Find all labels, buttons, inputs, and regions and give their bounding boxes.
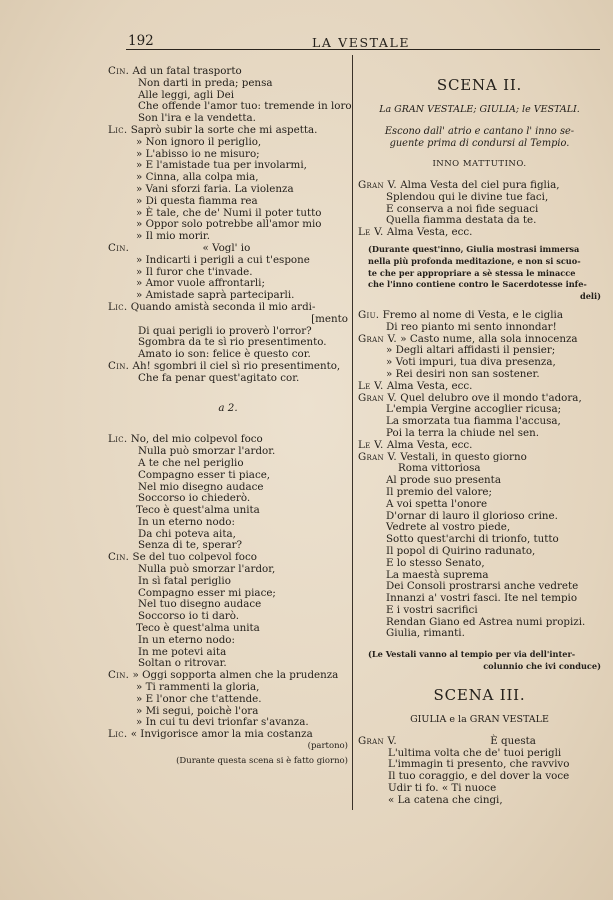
dramatis-personae-3: GIULIA e la GRAN VESTALE: [410, 713, 549, 725]
line-text: Quel delubro ove il mondo t'adora,: [400, 391, 582, 404]
line-text: » Il furor che t'invade.: [136, 265, 253, 278]
verse-line: [108, 576, 348, 588]
verse-line: [108, 196, 348, 208]
line-text: In un eterno nodo:: [138, 633, 235, 646]
verse-line: [108, 255, 348, 267]
speaker-label: Le V.: [358, 438, 384, 451]
line-text: » E l'onor che t'attende.: [136, 692, 262, 705]
line-text: » Casto nume, alla sola innocenza: [400, 332, 578, 345]
line-text: Nel tuo disegno audace: [138, 598, 262, 611]
speaker-label: Gran V.: [358, 179, 397, 191]
stage-direction-entrance: [358, 126, 601, 149]
line-text: « Vogl' io: [202, 241, 251, 254]
stage-line: Escono dall' atrio e cantano l' inno se-: [384, 126, 575, 137]
line-text: Senza di te, sperar?: [138, 539, 243, 552]
line-text: L'empia Vergine accoglier ricusa;: [386, 403, 562, 416]
verse-line: [108, 458, 348, 470]
line-text: Alma Vesta del ciel pura figlia,: [400, 179, 560, 191]
line-text: Nulla può smorzar l'ardor,: [138, 563, 276, 576]
line-text: Che offende l'amor tuo: tremende in loro: [138, 100, 352, 113]
line-text: » Mi segui, poichè l'ora: [136, 704, 259, 717]
line-text: » Di questa fiamma rea: [136, 194, 258, 207]
line-text: Vestali, in questo giorno: [400, 450, 527, 463]
verse-line: [358, 628, 601, 640]
line-text: Son l'ira e la vendetta.: [138, 112, 256, 125]
dialogue-block-3: [358, 736, 601, 807]
line-text: » Oppor solo potrebbe all'amor mio: [136, 218, 322, 231]
stage-note-vestali: [358, 650, 601, 674]
line-text: » Vani sforzi faria. La violenza: [136, 182, 294, 195]
dialogue-block-1: [108, 65, 352, 385]
note-line: nella più profonda meditazione, e non si scuo-: [368, 255, 581, 266]
line-text: Nel mio disegno audace: [138, 480, 264, 493]
verse-line: [358, 736, 601, 748]
stage-direction-giorno: (Durante questa scena si è fatto giorno): [176, 755, 348, 766]
stage-direction-partono: (partono): [307, 741, 348, 752]
line-text: » Cinna, alla colpa mia,: [136, 171, 259, 184]
line-text: » L'abisso io ne misuro;: [136, 147, 260, 160]
verse-line: [358, 795, 601, 807]
verse-line: [358, 227, 601, 239]
header-rule: [126, 49, 600, 50]
verse-line: [358, 558, 601, 570]
line-text: Teco è quest'alma unita: [136, 504, 260, 517]
hymn-block-1: [358, 180, 601, 239]
note-line: deli): [579, 291, 601, 302]
column-divider: [352, 55, 353, 810]
line-text: Il tuo coraggio, e del dover la voce: [388, 770, 570, 783]
dramatis-personae: La GRAN VESTALE; GIULIA; le VESTALI.: [379, 104, 580, 115]
verse-line: [108, 694, 348, 706]
line-text: Alma Vesta, ecc.: [386, 379, 473, 392]
line-text: Al prode suo presenta: [386, 474, 501, 487]
line-text: Quando amistà seconda il mio ardi-: [130, 300, 316, 313]
verse-line: [108, 635, 348, 647]
line-text: Poi la terra la chiude nel sen.: [386, 426, 540, 439]
verse-line: [358, 487, 601, 499]
line-text: Saprò subir la sorte che mi aspetta.: [130, 123, 318, 136]
line-text: Se del tuo colpevol foco: [132, 551, 257, 564]
line-text: Compagno esser mi piace;: [138, 586, 276, 599]
line-text: In sì fatal periglio: [138, 574, 231, 587]
line-text: La maestà suprema: [386, 568, 489, 581]
stage-line: guente prima di condursi al Tempio.: [389, 137, 570, 149]
line-text: L'ultima volta che de' tuoi perigli: [388, 746, 562, 759]
speaker-label: Lic.: [108, 728, 128, 741]
verse-line: [358, 192, 601, 204]
verse-line: [108, 78, 348, 90]
speaker-label: Gran V.: [358, 734, 397, 747]
line-text: L'immagin ti presento, che ravvivo: [388, 758, 570, 771]
line-text: Innanzi a' vostri fasci. Ite nel tempio: [386, 592, 578, 605]
scene-heading-2: SCENA II.: [436, 76, 523, 94]
verse-line: [108, 137, 348, 149]
line-text: » Voti impuri, tua diva presenza,: [386, 356, 556, 369]
running-title: LA VESTALE: [312, 35, 411, 50]
verse-line: [108, 243, 348, 255]
line-text: Quella fiamma destata da te.: [386, 214, 537, 227]
line-text: Alma Vesta, ecc.: [386, 438, 473, 451]
verse-line: [108, 517, 348, 529]
line-text: Che fa penar quest'agitato cor.: [138, 371, 300, 384]
line-text: Alma Vesta, ecc.: [386, 226, 473, 239]
speaker-label: Lic.: [108, 433, 128, 446]
line-text: Splendou qui le divine tue faci,: [386, 190, 549, 203]
speaker-label: Lic.: [108, 300, 128, 313]
line-text: Amato io son: felice è questo cor.: [138, 348, 311, 361]
line-text: D'ornar di lauro il glorioso crine.: [386, 509, 558, 522]
running-header: [0, 30, 613, 54]
line-text: La smorzata tua fiamma l'accusa,: [386, 415, 561, 428]
speaker-label: Gran V.: [358, 450, 397, 463]
line-text: » Degli altari affidasti il pensier;: [386, 344, 556, 357]
speaker-label: Gran V.: [358, 391, 397, 404]
verse-line: [358, 546, 601, 558]
a-due-heading: a 2.: [218, 401, 238, 414]
speaker-label: Cin.: [108, 359, 130, 372]
line-text: Nulla può smorzar l'ardor.: [138, 445, 276, 458]
line-text: Di reo pianto mi sento innondar!: [386, 320, 557, 333]
line-text: Soltan o ritrovar.: [138, 657, 227, 670]
note-line: che l'inno contiene contro le Sacerdotesse infe-: [368, 279, 587, 290]
verse-line: [108, 314, 348, 326]
line-text: » Amor vuole affrontarli;: [136, 277, 265, 290]
line-text: Rendan Giano ed Astrea numi propizi.: [386, 615, 586, 628]
note-line: (Le Vestali vanno al tempio per via dell'inter-: [368, 649, 576, 660]
hymn-block-2: [358, 310, 601, 640]
speaker-label: Lic.: [108, 123, 128, 136]
line-text: È questa: [490, 734, 536, 747]
verse-line: [108, 470, 348, 482]
line-text: » Il mio morir.: [136, 230, 210, 243]
line-text: E lo stesso Senato,: [386, 556, 485, 569]
line-text: Ad un fatal trasporto: [132, 65, 242, 77]
verse-line: [358, 310, 601, 322]
line-text: » Non ignoro il periglio,: [136, 135, 262, 148]
line-text: A te che nel periglio: [138, 456, 244, 469]
line-text: Non darti in preda; pensa: [138, 76, 273, 89]
line-text: Udir ti fo. « Ti nuoce: [388, 782, 497, 795]
verse-line: [108, 361, 348, 373]
line-text: Fremo al nome di Vesta, e le ciglia: [382, 308, 563, 321]
line-text: E i vostri sacrifici: [386, 603, 478, 616]
stage-note-giulia: [358, 245, 601, 304]
line-text: » Ti rammenti la gloria,: [136, 681, 260, 694]
note-line: te che per appropriare a sè stessa le minacce: [368, 267, 576, 278]
line-text: » Oggi sopporta almen che la prudenza: [132, 669, 339, 682]
line-text: » È tale, che de' Numi il poter tutto: [136, 206, 322, 219]
verse-line: [358, 499, 601, 511]
line-text: Ah! sgombri il ciel sì rio presentimento,: [132, 359, 341, 372]
line-text: Sotto quest'archi di trionfo, tutto: [386, 533, 559, 546]
speaker-label: Cin.: [108, 551, 130, 564]
verse-line: [108, 373, 348, 385]
hymn-title: INNO MATTUTINO.: [432, 159, 527, 169]
speaker-label: Gran V.: [358, 332, 397, 345]
line-text: A voi spetta l'onore: [386, 497, 488, 510]
line-text: » Indicarti i perigli a cui t'espone: [136, 253, 310, 266]
right-column: [358, 70, 601, 807]
line-text: Teco è quest'alma unita: [136, 622, 260, 635]
line-text: Il popol di Quirino radunato,: [386, 544, 536, 557]
verse-line: [358, 605, 601, 617]
verse-line: [108, 125, 348, 137]
line-text: » Rei desiri non san sostener.: [386, 367, 540, 380]
speaker-label: Le V.: [358, 379, 384, 392]
verse-line: [108, 184, 348, 196]
speaker-label: Cin.: [108, 669, 130, 682]
line-text: » Amistade saprà parteciparli.: [136, 289, 295, 302]
line-text: Il premio del valore;: [386, 485, 492, 498]
line-text: « Invigorisce amor la mia costanza: [130, 728, 313, 741]
line-text: Di quai perigli io proverò l'orror?: [138, 324, 312, 337]
line-text: In un eterno nodo:: [138, 515, 235, 528]
line-text: » In cui tu devi trionfar s'avanza.: [136, 716, 309, 729]
line-text: In me potevi aita: [138, 645, 227, 658]
line-text: « La catena che cingi,: [388, 793, 503, 806]
line-text: Dei Consoli prostrarsi anche vedrete: [386, 580, 579, 593]
note-line: colunnio che ivi conduce): [483, 661, 601, 672]
line-text: No, del mio colpevol foco: [130, 433, 263, 446]
line-text: Sgombra da te sì rio presentimento.: [138, 336, 327, 349]
line-text: Giulia, rimanti.: [386, 627, 465, 640]
speaker-label: Cin.: [108, 241, 130, 254]
line-text: Soccorso io ti darò.: [138, 610, 240, 623]
speaker-label: Giu.: [358, 308, 380, 321]
line-text: Vedrete al vostro piede,: [386, 521, 511, 534]
speaker-label: Le V.: [358, 226, 384, 239]
scene-heading-3: SCENA III.: [433, 685, 526, 704]
line-text: Da chi poteva aita,: [138, 527, 236, 540]
dialogue-block-2: [108, 434, 348, 741]
line-text: Alle leggi, agli Dei: [138, 88, 235, 101]
line-text: [mento: [311, 312, 348, 325]
line-text: Soccorso io chiederò.: [138, 492, 251, 505]
line-text: Compagno esser ti piace,: [138, 468, 271, 481]
line-text: » E l'amistade tua per involarmi,: [136, 159, 307, 172]
line-text: Roma vittoriosa: [398, 462, 481, 475]
line-text: E conserva a noi fide seguaci: [386, 202, 539, 215]
note-line: (Durante quest'inno, Giulia mostrasi immersa: [368, 243, 580, 254]
page-number: 192: [128, 33, 154, 49]
verse-line: [108, 729, 348, 741]
speaker-label: Cin.: [108, 65, 130, 77]
left-column: [108, 65, 352, 768]
